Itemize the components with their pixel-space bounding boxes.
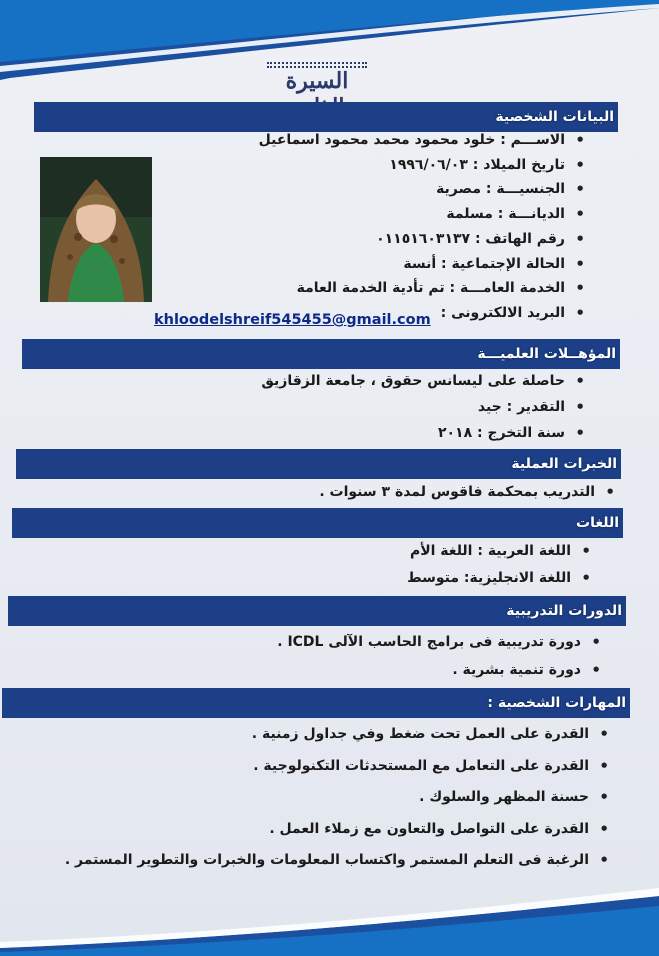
list-item: • الديانـــة : مسلمة bbox=[207, 202, 587, 227]
list-item: • حاصلة على ليسانس حقوق ، جامعة الزقازيق bbox=[167, 368, 587, 394]
list-item: • الجنسيـــة : مصرية bbox=[207, 177, 587, 202]
section-courses-heading bbox=[8, 596, 626, 626]
cv-title-text: السيرة bbox=[285, 68, 349, 94]
bottom-swoosh-decoration bbox=[0, 876, 659, 956]
section-education-heading bbox=[22, 339, 620, 369]
section-courses-heading-text: الدورات التدريبية bbox=[506, 603, 622, 619]
section-experience-heading-text: الخبرات العملية bbox=[511, 456, 617, 472]
list-item: • حسنة المظهر والسلوك . bbox=[71, 782, 611, 814]
list-item: • التقدير : جيد bbox=[167, 394, 587, 420]
list-item: • سنة التخرج : ٢٠١٨ bbox=[167, 420, 587, 446]
personal-list bbox=[207, 128, 587, 326]
list-item: • القدرة على التعامل مع المستحدثات التكنولوجية . bbox=[71, 751, 611, 783]
section-personal-heading-text: البيانات الشخصية bbox=[495, 109, 614, 125]
section-experience-heading bbox=[16, 449, 621, 479]
list-item: • الحالة الإجتماعية : أنسة bbox=[207, 252, 587, 277]
list-item: • دورة تدريبية فى برامج الحاسب الآلى ICDL . bbox=[183, 628, 603, 656]
list-item: • دورة تنمية بشرية . bbox=[183, 656, 603, 684]
experience-list bbox=[197, 479, 617, 505]
list-item: • التدريب بمحكمة فاقوس لمدة ٣ سنوات . bbox=[197, 479, 617, 505]
list-item: • القدرة على العمل تحت ضغط وفي جداول زمنية . bbox=[71, 719, 611, 751]
list-item: • الخدمة العامـــة : تم تأدية الخدمة العامة bbox=[207, 276, 587, 301]
profile-photo-illustration bbox=[40, 157, 152, 302]
list-item: • تاريخ الميلاد : ١٩٩٦/٠٦/٠٣ bbox=[207, 153, 587, 178]
languages-list bbox=[173, 538, 593, 592]
education-list bbox=[167, 368, 587, 446]
cv-title bbox=[262, 62, 372, 104]
list-item: • الاســـم : خلود محمود محمد محمود اسماعيل bbox=[207, 128, 587, 153]
skills-list bbox=[64, 719, 611, 877]
section-skills-heading-text: المهارات الشخصية : bbox=[487, 695, 626, 711]
list-item: • اللغة الانجليزية: متوسط bbox=[173, 565, 593, 592]
section-education-heading-text: المؤهــلات العلميـــة bbox=[477, 346, 616, 362]
section-skills-heading bbox=[2, 688, 630, 718]
section-languages-heading-text: اللغات bbox=[576, 515, 619, 531]
list-item: • اللغة العربية : اللغة الأم bbox=[173, 538, 593, 565]
list-item: • القدرة على التواصل والتعاون مع زملاء العمل . bbox=[71, 814, 611, 846]
list-item: • الرغبة فى التعلم المستمر واكتساب المعلومات والخبرات والتطوير المستمر . bbox=[71, 845, 611, 877]
list-item: • رقم الهاتف : ٠١١٥١٦٠٣١٣٧ bbox=[207, 227, 587, 252]
email-link[interactable]: khloodelshreif545455@gmail.com bbox=[154, 312, 431, 328]
section-languages-heading bbox=[12, 508, 623, 538]
profile-photo bbox=[40, 157, 152, 302]
courses-list bbox=[183, 628, 603, 684]
list-item: • البريد الالكترونى : bbox=[207, 301, 587, 326]
